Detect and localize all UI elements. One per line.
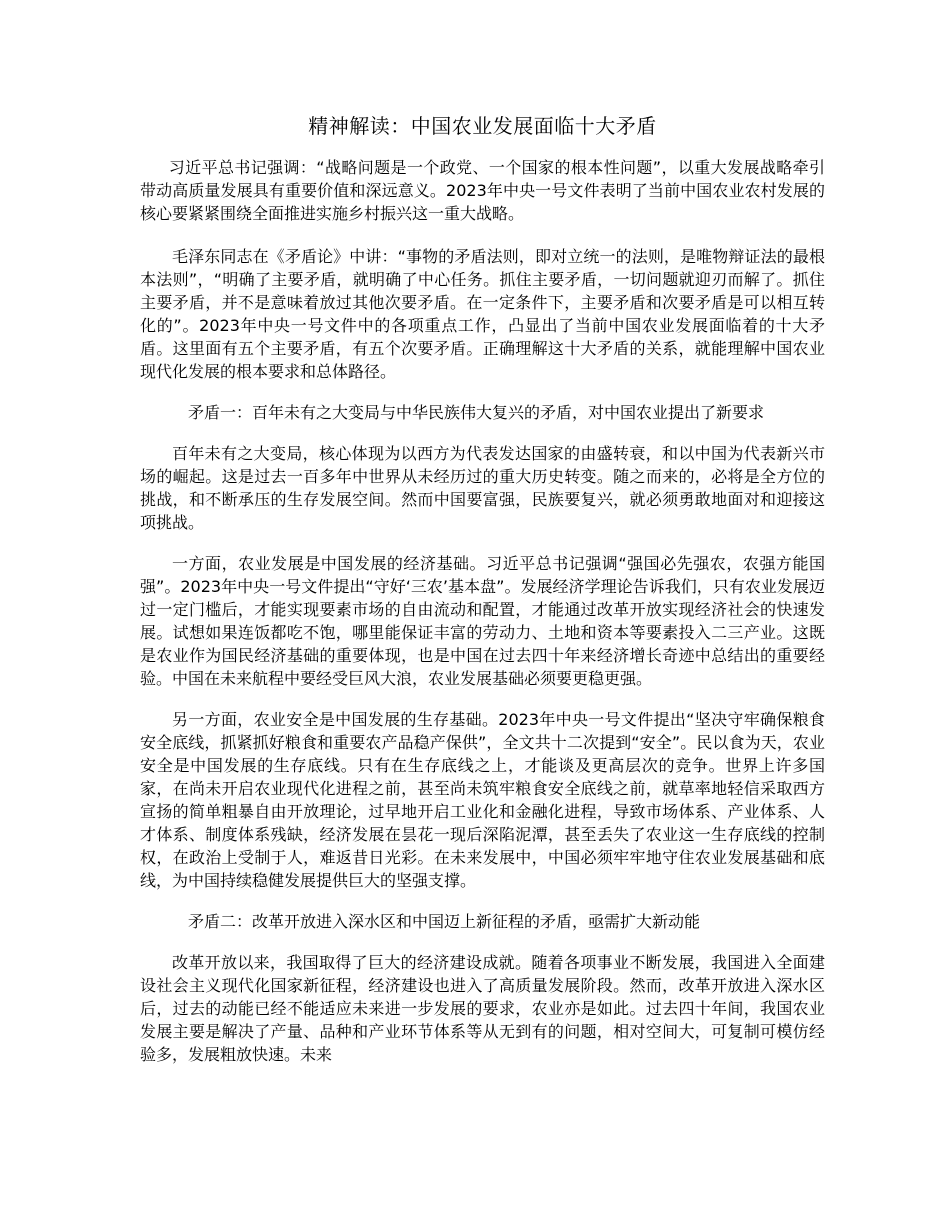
- document-title: 精神解读：中国农业发展面临十大矛盾: [308, 114, 657, 138]
- section-heading-contradiction-1: 矛盾一：百年未有之大变局与中华民族伟大复兴的矛盾，对中国农业提出了新要求: [188, 403, 765, 422]
- paragraph-great-changes: 百年未有之大变局，核心体现为以西方为代表发达国家的由盛转衰，和以中国为代表新兴市场的崛起。这是过去一百多年中世界从未经历过的重大历史转变。随之而来的，必将是全方位的挑战，和不断承压的生存发展空间。然而中国要富强，民族要复兴，就必须勇敢地面对和迎接这项挑战。: [140, 444, 825, 532]
- section-heading-contradiction-2: 矛盾二：改革开放进入深水区和中国迈上新征程的矛盾，亟需扩大新动能: [188, 912, 701, 931]
- document-page: [140, 110, 825, 1084]
- paragraph-economic-foundation: 一方面，农业发展是中国发展的经济基础。习近平总书记强调“强国必先强农，农强方能国强”。2023年中央一号文件提出“守好‘三农’基本盘”。发展经济学理论告诉我们，只有农业发展迈过一定门槛后，才能实现要素市场的自由流动和配置，才能通过改革开放实现经济社会的快速发展。试想如果连饭都吃不饱，哪里能保证丰富的劳动力、土地和资本等要素投入二三产业。这既是农业作为国民经济基础的重要体现，也是中国在过去四十年来经济增长奇迹中总结出的重要经验。中国在未来航程中要经受巨风大浪，农业发展基础必须要更稳更强。: [140, 554, 825, 688]
- paragraph-contradiction-theory: 毛泽东同志在《矛盾论》中讲：“事物的矛盾法则，即对立统一的法则，是唯物辩证法的最根本法则”，“明确了主要矛盾，就明确了中心任务。抓住主要矛盾，一切问题就迎刃而解了。抓住主要矛盾，并不是意味着放过其他次要矛盾。在一定条件下，主要矛盾和次要矛盾是可以相互转化的”。2023年中央一号文件中的各项重点工作，凸显出了当前中国农业发展面临着的十大矛盾。这里面有五个主要矛盾，有五个次要矛盾。正确理解这十大矛盾的关系，就能理解中国农业现代化发展的根本要求和总体路径。: [140, 247, 825, 381]
- paragraph-survival-foundation: 另一方面，农业安全是中国发展的生存基础。2023年中央一号文件提出“坚决守牢确保粮食安全底线，抓紧抓好粮食和重要农产品稳产保供”，全文共十二次提到“安全”。民以食为天，农业安全是中国发展的生存底线。只有在生存底线之上，才能谈及更高层次的竞争。世界上许多国家，在尚未开启农业现代化进程之前，甚至尚未筑牢粮食安全底线之前，就草率地轻信采取西方宣扬的简单粗暴自由开放理论，过早地开启工业化和金融化进程，导致市场体系、产业体系、人才体系、制度体系残缺，经济发展在昙花一现后深陷泥潭，甚至丢失了农业这一生存底线的控制权，在政治上受制于人，难返昔日光彩。在未来发展中，中国必须牢牢地守住农业发展基础和底线，为中国持续稳健发展提供巨大的坚强支撑。: [140, 710, 825, 890]
- paragraph-intro: 习近平总书记强调：“战略问题是一个政党、一个国家的根本性问题”，以重大发展战略牵引带动高质量发展具有重要价值和深远意义。2023年中央一号文件表明了当前中国农业农村发展的核心要紧紧围绕全面推进实施乡村振兴这一重大战略。: [140, 158, 825, 223]
- paragraph-reform-opening: 改革开放以来，我国取得了巨大的经济建设成就。随着各项事业不断发展，我国进入全面建设社会主义现代化国家新征程，经济建设也进入了高质量发展阶段。然而，改革开放进入深水区后，过去的动能已经不能适应未来进一步发展的要求，农业亦是如此。过去四十年间，我国农业发展主要是解决了产量、品种和产业环节体系等从无到有的问题，相对空间大，可复制可模仿经验多，发展粗放快速。未来: [140, 953, 825, 1064]
